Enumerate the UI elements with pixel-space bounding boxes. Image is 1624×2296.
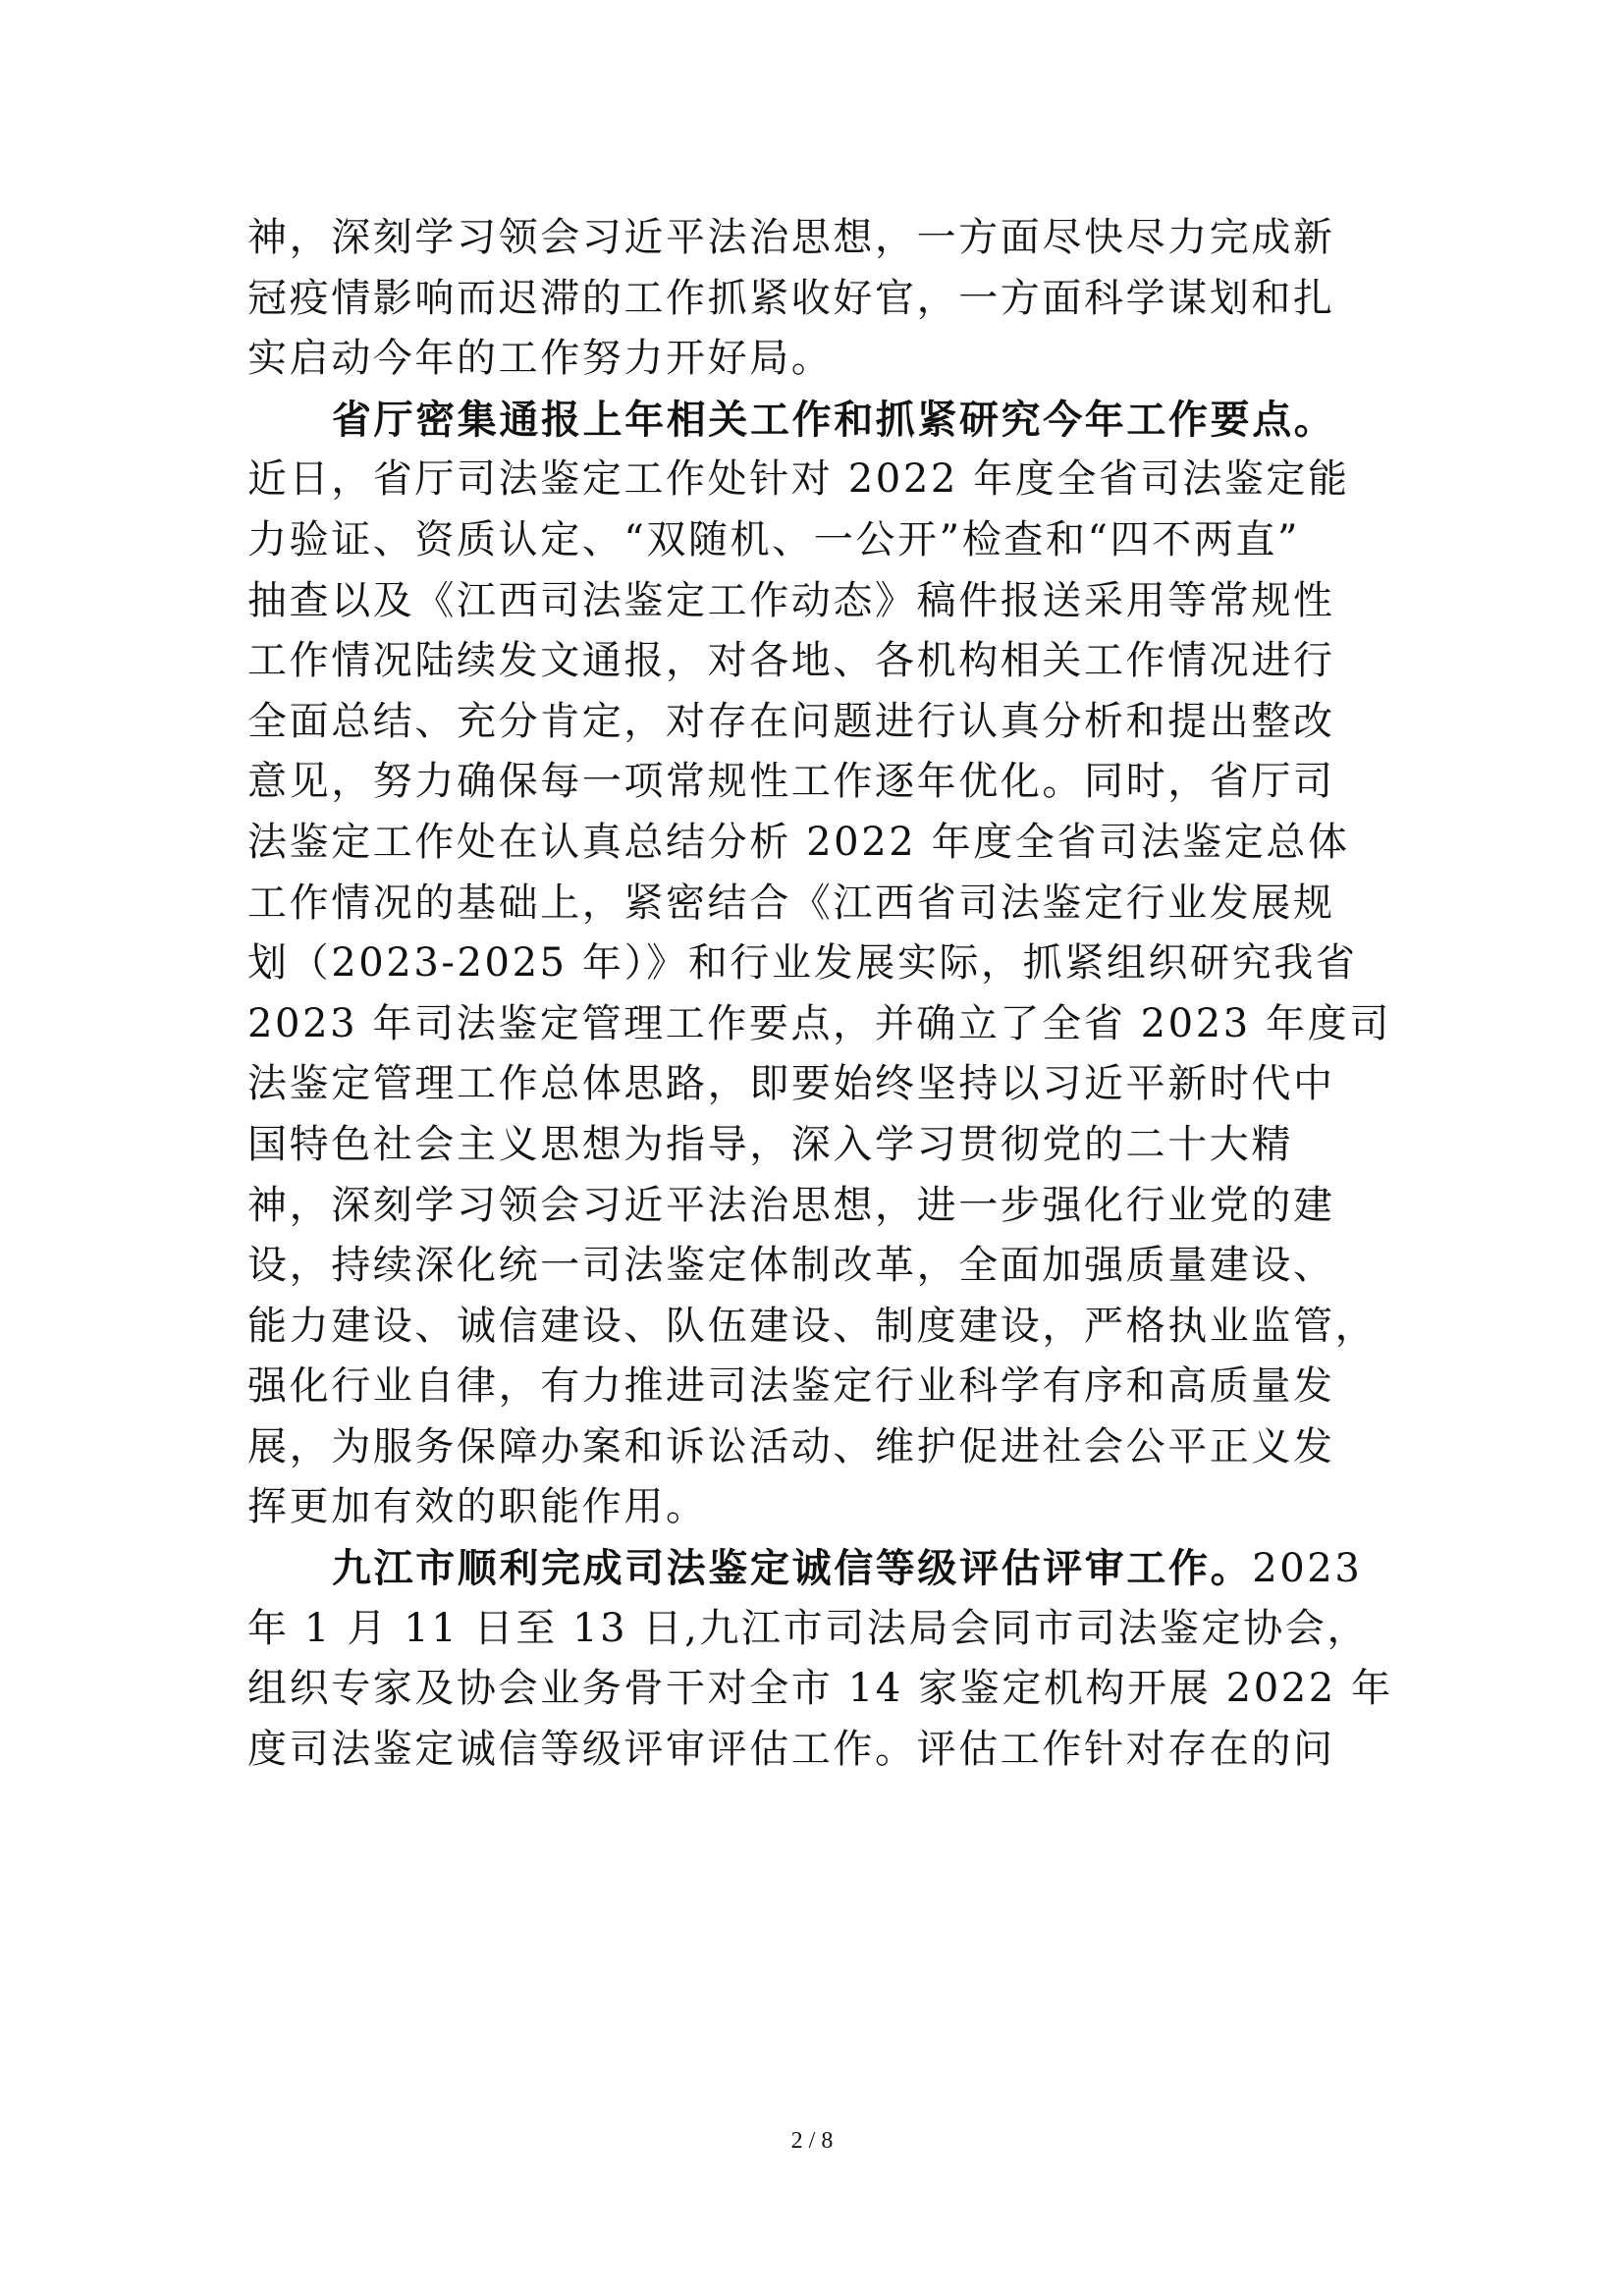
paragraph-jiujiang xyxy=(247,1538,1398,1780)
heading-tail-text: 2023 xyxy=(1252,1546,1363,1592)
text-line: 挥更加有效的职能作用。 xyxy=(247,1484,708,1530)
text-line: 全面总结、充分肯定，对存在问题进行认真分析和提出整改 xyxy=(247,698,1335,744)
text-line: 划（2023-2025 年）》和行业发展实际，抓紧组织研究我省 xyxy=(247,940,1358,987)
paragraph-heading: 省厅密集通报上年相关工作和抓紧研究今年工作要点。 xyxy=(332,396,1336,443)
text-line: 能力建设、诚信建设、队伍建设、制度建设，严格执业监管， xyxy=(247,1303,1378,1349)
text-line: 展，为服务保障办案和诉讼活动、维护促进社会公平正义发 xyxy=(247,1423,1335,1469)
text-line: 法鉴定管理工作总体思路，即要始终坚持以习近平新时代中 xyxy=(247,1061,1335,1107)
text-line: 工作情况的基础上，紧密结合《江西省司法鉴定行业发展规 xyxy=(247,880,1335,926)
text-line: 年 1 月 11 日至 13 日,九江市司法局会同市司法鉴定协会， xyxy=(247,1605,1370,1651)
text-line: 法鉴定工作处在认真总结分析 2022 年度全省司法鉴定总体 xyxy=(247,819,1350,865)
text-line: 神，深刻学习领会习近平法治思想，进一步强化行业党的建 xyxy=(247,1182,1335,1228)
text-line: 组织专家及协会业务骨干对全市 14 家鉴定机构开展 2022 年 xyxy=(247,1666,1393,1712)
text-line: 意见，努力确保每一项常规性工作逐年优化。同时，省厅司 xyxy=(247,759,1335,805)
text-line: 力验证、资质认定、“双随机、一公开”检查和“四不两直” xyxy=(247,516,1300,562)
text-line: 设，持续深化统一司法鉴定体制改革，全面加强质量建设、 xyxy=(247,1243,1335,1289)
text-line: 强化行业自律，有力推进司法鉴定行业科学有序和高质量发 xyxy=(247,1363,1335,1410)
paragraph-heading: 九江市顺利完成司法鉴定诚信等级评估评审工作。 xyxy=(332,1545,1253,1592)
document-body xyxy=(247,208,1398,1780)
text-line: 神，深刻学习领会习近平法治思想，一方面尽快尽力完成新 xyxy=(247,215,1335,260)
text-line: 抽查以及《江西司法鉴定工作动态》稿件报送采用等常规性 xyxy=(247,577,1335,623)
paragraph-heading-line xyxy=(247,1538,1398,1599)
page-number: 2 / 8 xyxy=(790,2128,834,2154)
text-line: 近日，省厅司法鉴定工作处针对 2022 年度全省司法鉴定能 xyxy=(247,456,1350,503)
paragraph-continuation xyxy=(247,208,1398,390)
text-line: 度司法鉴定诚信等级评审评估工作。评估工作针对存在的问 xyxy=(247,1726,1335,1772)
text-line: 2023 年司法鉴定管理工作要点，并确立了全省 2023 年度司 xyxy=(247,1000,1391,1046)
paragraph-provincial-report xyxy=(247,390,1398,1538)
text-line: 冠疫情影响而迟滞的工作抓紧收好官，一方面科学谋划和扎 xyxy=(247,275,1335,321)
text-line: 国特色社会主义思想为指导，深入学习贯彻党的二十大精 xyxy=(247,1121,1293,1167)
text-line: 实启动今年的工作努力开好局。 xyxy=(247,336,834,382)
text-line: 工作情况陆续发文通报，对各地、各机构相关工作情况进行 xyxy=(247,638,1335,684)
